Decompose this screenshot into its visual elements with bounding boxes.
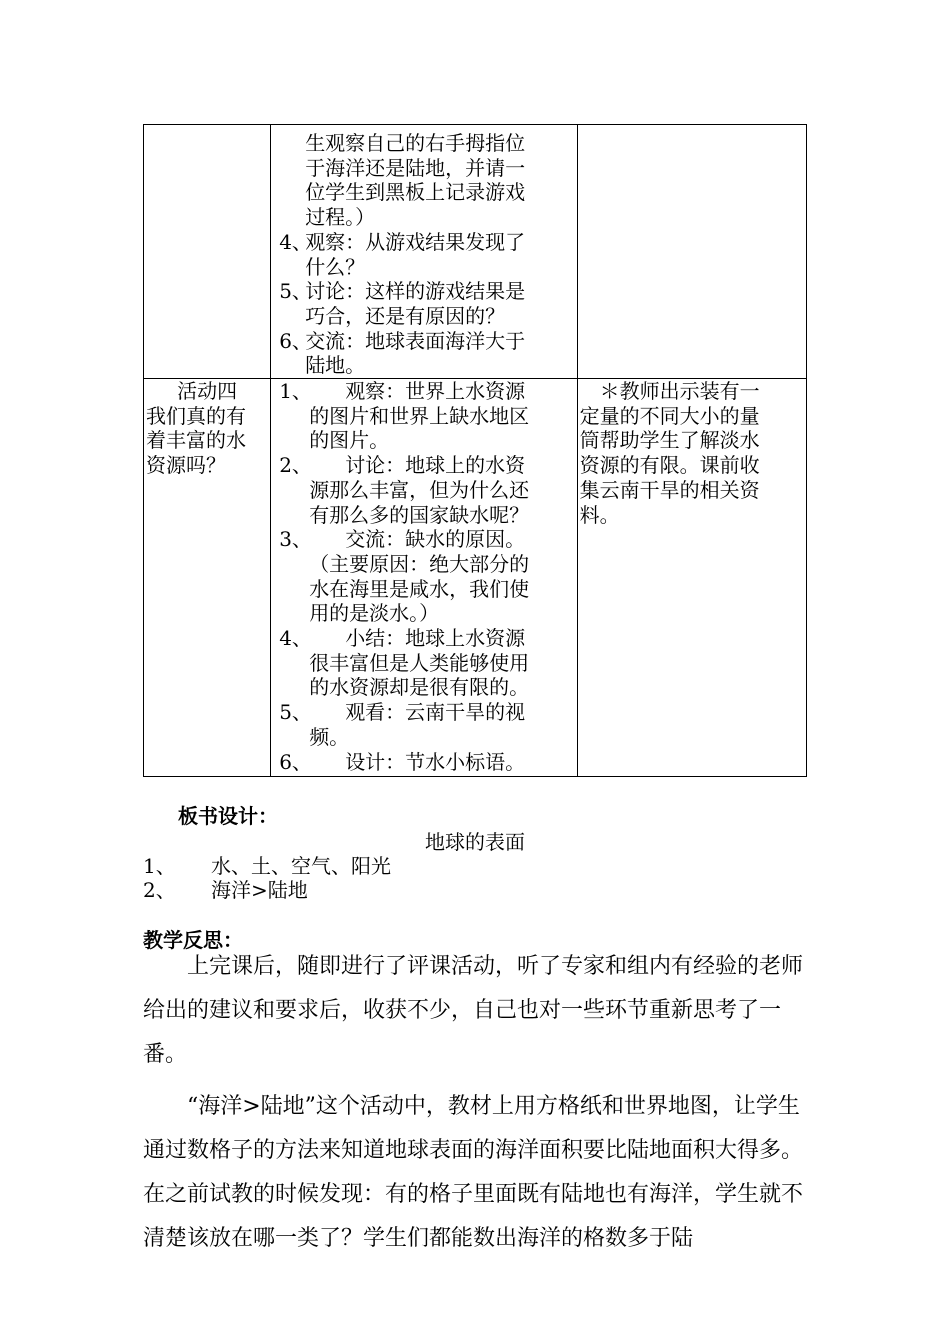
- text-line: 料。: [579, 502, 620, 527]
- text-line: 巧合，还是有原因的？: [305, 303, 506, 328]
- item-text: 观看：云南干旱的视: [345, 700, 526, 725]
- item-number: 5、: [279, 279, 312, 304]
- lesson-plan-table: [143, 124, 807, 777]
- activity-cell: [144, 125, 271, 379]
- item-number: 6、: [279, 749, 312, 774]
- text-line: 资源吗？: [146, 453, 226, 478]
- list-item: [279, 453, 568, 527]
- list-item: [279, 527, 568, 626]
- list-item: [279, 379, 568, 453]
- list-item: [279, 700, 568, 749]
- text-line: 集云南干旱的相关资: [579, 477, 760, 502]
- item-number: 6、: [279, 328, 312, 353]
- activity-cell: [144, 379, 271, 777]
- item-text: 讨论：地球上的水资: [345, 453, 526, 478]
- table-row: [144, 125, 807, 379]
- item-text: 讨论：这样的游戏结果是: [305, 279, 526, 304]
- text-line: 过程。）: [305, 205, 376, 230]
- text-line: 资源的有限。课前收: [579, 453, 760, 478]
- text-line: ＊教师出示装有一: [579, 379, 760, 404]
- item-text: 设计：节水小标语。: [345, 749, 526, 774]
- text-line: 生观察自己的右手拇指位: [305, 131, 526, 155]
- process-cell: [271, 379, 577, 777]
- item-text: 观察：世界上水资源: [345, 379, 526, 404]
- text-line: 水在海里是咸水，我们使: [309, 576, 530, 601]
- item-number: 1、: [143, 854, 176, 878]
- list-item: [279, 230, 568, 255]
- paragraph: 上完课后，随即进行了评课活动，听了专家和组内有经验的老师给出的建议和要求后，收获不少，自己也对一些环节重新思考了一番。: [143, 954, 804, 1067]
- text-line: 的图片。: [309, 428, 390, 453]
- text-line: 定量的不同大小的量: [579, 403, 760, 428]
- text-line: 频。: [309, 724, 350, 749]
- item-number: 1、: [279, 379, 312, 404]
- list-item: [279, 750, 568, 775]
- text-line: 位学生到黑板上记录游戏: [305, 180, 526, 205]
- board-title: 地球的表面: [425, 830, 525, 854]
- note-cell: [577, 125, 806, 379]
- paragraph: “海洋>陆地”这个活动中，教材上用方格纸和世界地图，让学生通过数格子的方法来知道地球表面的海洋面积要比陆地面积大得多。在之前试教的时候发现：有的格子里面既有陆地也有海洋，学生就不清楚该放在哪一类了？学生们都能数出海洋的格数多于陆: [143, 1094, 804, 1251]
- text-line: 有那么多的国家缺水呢？: [309, 502, 530, 527]
- item-text: 海洋>陆地: [211, 878, 308, 902]
- text-line: 很丰富但是人类能够使用: [309, 650, 530, 675]
- text-line: 的图片和世界上缺水地区: [309, 403, 530, 428]
- process-cell: [271, 125, 577, 379]
- item-number: 4、: [279, 626, 312, 651]
- item-text: 小结：地球上水资源: [345, 626, 526, 651]
- board-design-heading: 板书设计：: [178, 804, 278, 828]
- reflection-heading: 教学反思：: [143, 928, 243, 952]
- text-line: 筒帮助学生了解淡水: [579, 428, 760, 453]
- item-text: 水、土、空气、阳光: [211, 854, 391, 878]
- board-item: [143, 874, 308, 903]
- text-line: 我们真的有: [146, 403, 246, 428]
- item-number: 2、: [143, 878, 176, 902]
- item-number: 5、: [279, 700, 312, 725]
- list-item: [279, 626, 568, 700]
- reflection-body: [143, 945, 807, 1261]
- note-cell: [577, 379, 806, 777]
- text-line: 陆地。: [305, 353, 366, 378]
- item-number: 2、: [279, 453, 312, 478]
- item-text: 交流：地球表面海洋大于: [305, 328, 526, 353]
- item-number: 4、: [279, 229, 312, 254]
- text-line: 用的是淡水。）: [309, 601, 440, 626]
- activity-title: 活动四: [177, 379, 238, 404]
- text-line: 着丰富的水: [146, 428, 246, 453]
- text-line: （主要原因：绝大部分的: [309, 551, 530, 576]
- list-item: [279, 329, 568, 354]
- item-text: 交流：缺水的原因。: [345, 527, 526, 552]
- list-item: [279, 279, 568, 304]
- item-number: 3、: [279, 527, 312, 552]
- table-row: [144, 379, 807, 777]
- text-line: 源那么丰富，但为什么还: [309, 477, 530, 502]
- text-line: 的水资源却是很有限的。: [309, 675, 530, 700]
- text-line: 于海洋还是陆地，并请一: [305, 155, 526, 180]
- text-line: 什么？: [305, 254, 366, 279]
- item-text: 观察：从游戏结果发现了: [305, 229, 526, 254]
